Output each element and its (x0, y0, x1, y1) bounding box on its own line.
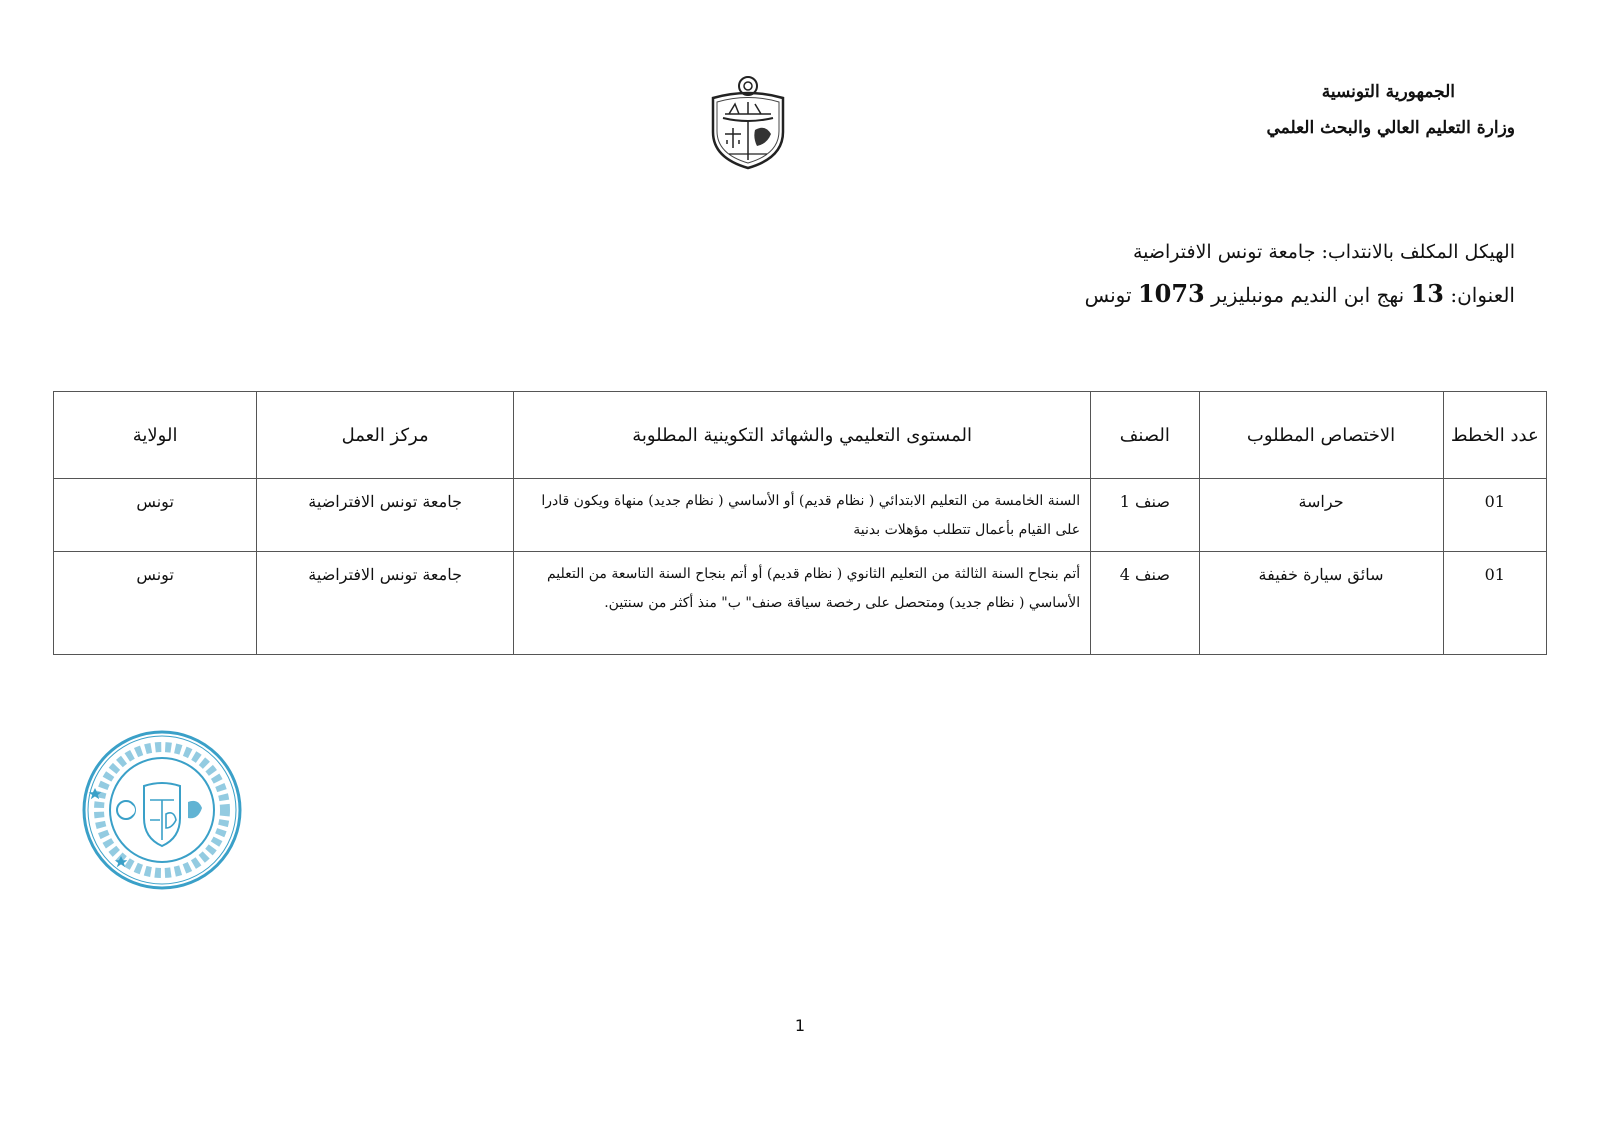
address-line (715, 272, 1515, 317)
header-education: المستوى التعليمي والشهائد التكوينية المطلوبة (514, 392, 1091, 479)
republic-name: الجمهورية التونسية (1321, 82, 1455, 102)
official-ministry-stamp-icon (80, 728, 244, 892)
cell-workplace: جامعة تونس الافتراضية (257, 479, 514, 552)
page-number: 1 (794, 1016, 806, 1035)
address-street: نهج ابن النديم مونبليزير (1211, 283, 1405, 307)
table-row (54, 479, 1547, 552)
recruiter-line (715, 232, 1515, 272)
address-label: العنوان: (1450, 283, 1515, 307)
ministry-header (1095, 74, 1515, 146)
address-postal-code: 1073 (1137, 279, 1205, 308)
cell-count: 01 (1443, 552, 1546, 655)
cell-state: تونس (54, 552, 257, 655)
recruiter-label: الهيكل المكلف بالانتداب: (1321, 241, 1515, 263)
recruiter-value: جامعة تونس الافتراضية (1132, 241, 1316, 263)
cell-specialty: حراسة (1199, 479, 1443, 552)
tunisia-coat-of-arms-icon (705, 74, 791, 170)
table-header-row (54, 392, 1547, 479)
header-count: عدد الخطط (1443, 392, 1546, 479)
cell-workplace: جامعة تونس الافتراضية (257, 552, 514, 655)
header-grade: الصنف (1091, 392, 1199, 479)
recruitment-info (715, 232, 1515, 317)
cell-count: 01 (1443, 479, 1546, 552)
header-state: الولاية (54, 392, 257, 479)
table-row (54, 552, 1547, 655)
address-city: تونس (1084, 283, 1132, 307)
ministry-name: وزارة التعليم العالي والبحث العلمي (1266, 118, 1515, 138)
cell-education: أتم بنجاح السنة الثالثة من التعليم الثانوي ( نظام قديم) أو أتم بنجاح السنة التاسعة من التعليم الأساسي ( نظام جديد) ومتحصل على رخصة سياقة صنف" ب" منذ أكثر من سنتين. (514, 552, 1091, 655)
cell-state: تونس (54, 479, 257, 552)
cell-grade: صنف 4 (1091, 552, 1199, 655)
cell-grade: صنف 1 (1091, 479, 1199, 552)
header-specialty: الاختصاص المطلوب (1199, 392, 1443, 479)
cell-specialty: سائق سيارة خفيفة (1199, 552, 1443, 655)
cell-education: السنة الخامسة من التعليم الابتدائي ( نظام قديم) أو الأساسي ( نظام جديد) منهاة ويكون قادرا على القيام بأعمال تتطلب مؤهلات بدنية (514, 479, 1091, 552)
header-workplace: مركز العمل (257, 392, 514, 479)
address-number: 13 (1410, 279, 1444, 308)
jobs-table (53, 391, 1547, 655)
